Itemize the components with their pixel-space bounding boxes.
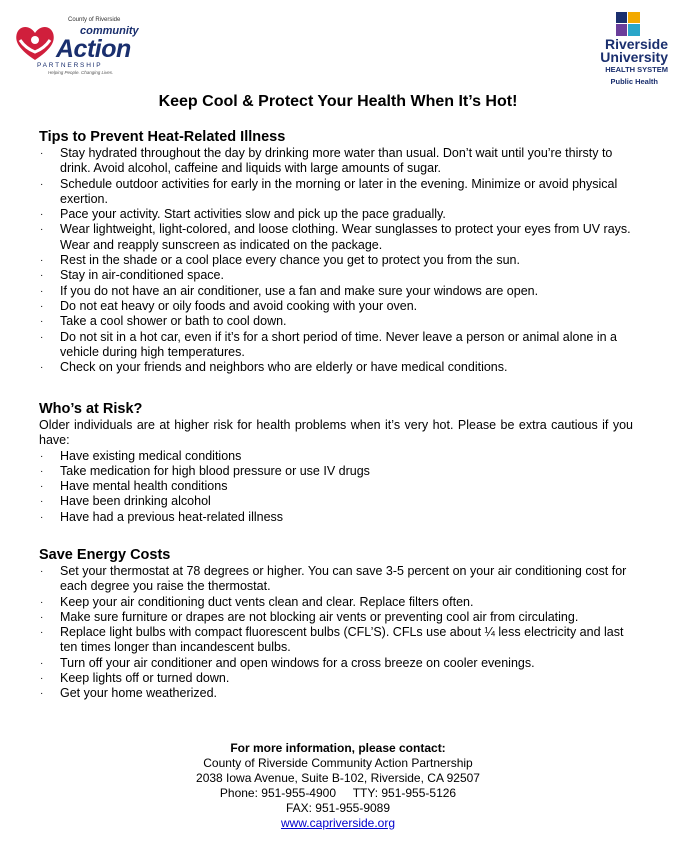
bullet-icon: ·: [40, 270, 44, 282]
bullet-icon: ·: [40, 285, 44, 297]
list-item: · Stay in air-conditioned space.: [40, 268, 224, 283]
energy-list: [39, 564, 633, 702]
bullet-icon: ·: [40, 178, 44, 190]
list-item: · Get your home weatherized.: [40, 686, 218, 701]
list-item: · Rest in the shade or a cool place every chance you get to protect you from the sun.: [40, 253, 520, 268]
website-link[interactable]: www.capriverside.org: [280, 816, 396, 830]
contact-fax: FAX: 951-955-9089: [285, 801, 391, 815]
list-item: · Schedule outdoor activities for early in the morning or later in the evening. Minimize or avoid physical exertion.: [40, 176, 618, 206]
list-item: · Have existing medical conditions: [40, 448, 242, 463]
logo-partnership-text: PARTNERSHIP: [37, 62, 103, 69]
list-item: · Have mental health conditions: [40, 479, 228, 494]
contact-phone-line: [0, 786, 676, 801]
tips-section: [39, 129, 633, 375]
contact-footer: [0, 741, 676, 831]
logo-community-text: community: [80, 25, 139, 37]
contact-phone: Phone: 951-955-4900: [219, 786, 337, 800]
list-item: · Keep lights off or turned down.: [40, 671, 230, 686]
list-item: · Take a cool shower or bath to cool down.: [40, 314, 287, 329]
contact-address: 2038 Iowa Avenue, Suite B-102, Riverside, CA 92507: [196, 771, 480, 785]
energy-section: [39, 547, 633, 702]
list-item: · Replace light bulbs with compact fluorescent bulbs (CFL’S). CFLs use about ¼ less electricity and last ten times longer than incandescent bulbs.: [40, 625, 624, 655]
list-item: · Take medication for high blood pressure or use IV drugs: [40, 463, 370, 478]
list-item: · Turn off your air conditioner and open windows for a cross breeze on cooler evenings.: [40, 655, 535, 670]
logo-university-text: University: [600, 49, 668, 65]
logo-riverside-text: Riverside: [604, 36, 668, 52]
bullet-icon: ·: [40, 255, 44, 267]
contact-tty: TTY: 951-955-5126: [352, 786, 457, 800]
risk-list: [39, 449, 633, 525]
list-item: · Do not sit in a hot car, even if it’s for a short period of time. Never leave a person or animal alone in a vehicle during high temperatures.: [40, 329, 618, 359]
contact-heading: For more information, please contact:: [230, 741, 446, 755]
risk-heading: Who’s at Risk?: [39, 401, 143, 417]
logo-public-health-text: Public Health: [610, 77, 658, 86]
list-item: · Set your thermostat at 78 degrees or higher. You can save 3-5 percent on your air conditioning cost for each degree you raise the thermostat.: [40, 564, 627, 594]
bullet-icon: ·: [40, 224, 44, 236]
ruhs-mark-icon: [616, 12, 640, 36]
bullet-icon: ·: [40, 511, 44, 523]
tips-heading: Tips to Prevent Heat-Related Illness: [39, 129, 286, 145]
bullet-icon: ·: [40, 496, 44, 508]
bullet-icon: ·: [40, 481, 44, 493]
list-item: · Keep your air conditioning duct vents clean and clear. Replace filters often.: [40, 594, 474, 609]
bullet-icon: ·: [40, 362, 44, 374]
bullet-icon: ·: [40, 316, 44, 328]
list-item: · Wear lightweight, light-colored, and loose clothing. Wear sunglasses to protect your eyes from UV rays. Wear and reapply sunscreen as indicated on the package.: [40, 222, 631, 252]
list-item: · Pace your activity. Start activities slow and pick up the pace gradually.: [40, 207, 446, 222]
risk-intro: Older individuals are at higher risk for health problems when it’s very hot. Please be extra cautious if you have:: [39, 418, 633, 448]
contact-org: County of Riverside Community Action Partnership: [203, 756, 473, 770]
logo-tagline-text: Helping People. Changing Lives.: [48, 70, 114, 75]
heart-hands-icon: [12, 20, 58, 66]
list-item: · Check on your friends and neighbors who are elderly or have medical conditions.: [40, 360, 508, 375]
community-action-partnership-logo: [8, 16, 139, 76]
page-title: Keep Cool & Protect Your Health When It’s Hot!: [158, 93, 518, 110]
list-item: · Make sure furniture or drapes are not blocking air vents or preventing cool air from circulating.: [40, 609, 579, 624]
bullet-icon: ·: [40, 465, 44, 477]
bullet-icon: ·: [40, 450, 44, 462]
bullet-icon: ·: [40, 611, 44, 623]
list-item: · Stay hydrated throughout the day by drinking more water than usual. Don’t wait until you’re thirsty to drink. Avoid alcohol, caffeine and liquids with large amounts of sugar.: [40, 146, 613, 176]
bullet-icon: ·: [40, 331, 44, 343]
logo-action-text: Action: [56, 35, 131, 63]
logo-health-system-text: HEALTH SYSTEM: [605, 65, 668, 74]
list-item: · Have had a previous heat-related illness: [40, 509, 284, 524]
risk-section: [39, 401, 633, 525]
energy-heading: Save Energy Costs: [39, 547, 171, 563]
bullet-icon: ·: [40, 300, 44, 312]
bullet-icon: ·: [40, 627, 44, 639]
bullet-icon: ·: [40, 673, 44, 685]
bullet-icon: ·: [40, 688, 44, 700]
list-item: · Do not eat heavy or oily foods and avoid cooking with your oven.: [40, 298, 418, 313]
bullet-icon: ·: [40, 657, 44, 669]
riverside-university-health-system-logo: [580, 10, 672, 92]
tips-list: [39, 146, 633, 375]
list-item: · If you do not have an air conditioner, use a fan and make sure your windows are open.: [40, 283, 539, 298]
bullet-icon: ·: [40, 209, 44, 221]
list-item: · Have been drinking alcohol: [40, 494, 211, 509]
bullet-icon: ·: [40, 566, 44, 577]
bullet-icon: ·: [40, 148, 44, 159]
logo-county-text: County of Riverside: [68, 17, 121, 23]
bullet-icon: ·: [40, 596, 44, 608]
